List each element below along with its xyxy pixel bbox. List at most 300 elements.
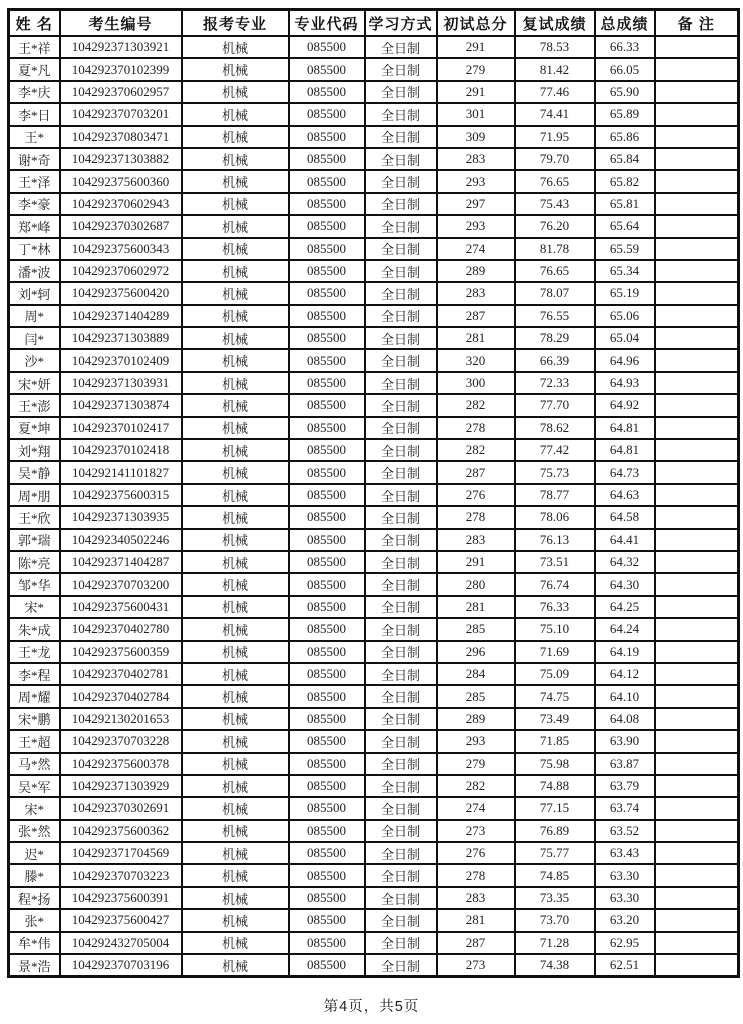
retest-cell: 78.62 — [515, 417, 595, 439]
id-cell: 104292371404287 — [60, 551, 182, 573]
major-cell: 机械 — [182, 753, 289, 775]
name-cell: 李*庆 — [9, 81, 60, 103]
code-cell: 085500 — [289, 260, 365, 282]
id-cell: 104292371303889 — [60, 327, 182, 349]
major-cell: 机械 — [182, 730, 289, 752]
major-cell: 机械 — [182, 641, 289, 663]
major-cell: 机械 — [182, 842, 289, 864]
table-row — [9, 439, 739, 461]
remark-cell — [655, 461, 739, 483]
retest-cell: 73.70 — [515, 909, 595, 931]
initial-cell: 281 — [437, 327, 515, 349]
code-cell: 085500 — [289, 909, 365, 931]
retest-cell: 81.42 — [515, 58, 595, 80]
major-cell: 机械 — [182, 439, 289, 461]
initial-cell: 289 — [437, 260, 515, 282]
total-cell: 64.30 — [595, 573, 655, 595]
retest-cell: 66.39 — [515, 349, 595, 371]
remark-cell — [655, 864, 739, 886]
initial-cell: 309 — [437, 126, 515, 148]
initial-cell: 282 — [437, 394, 515, 416]
mode-cell: 全日制 — [365, 529, 437, 551]
name-cell: 朱*成 — [9, 618, 60, 640]
mode-cell: 全日制 — [365, 58, 437, 80]
retest-cell: 76.33 — [515, 596, 595, 618]
retest-cell: 76.55 — [515, 305, 595, 327]
id-cell: 104292371303929 — [60, 775, 182, 797]
remark-cell — [655, 215, 739, 237]
table-row — [9, 81, 739, 103]
remark-cell — [655, 797, 739, 819]
retest-cell: 73.49 — [515, 708, 595, 730]
mode-cell: 全日制 — [365, 820, 437, 842]
table-row — [9, 864, 739, 886]
id-cell: 104292370102418 — [60, 439, 182, 461]
remark-cell — [655, 81, 739, 103]
table-row — [9, 349, 739, 371]
table-row — [9, 394, 739, 416]
mode-cell: 全日制 — [365, 685, 437, 707]
table-row — [9, 193, 739, 215]
name-cell: 李*日 — [9, 103, 60, 125]
name-cell: 吴*军 — [9, 775, 60, 797]
total-cell: 65.82 — [595, 170, 655, 192]
code-cell: 085500 — [289, 864, 365, 886]
major-cell: 机械 — [182, 820, 289, 842]
remark-cell — [655, 372, 739, 394]
initial-cell: 278 — [437, 506, 515, 528]
code-cell: 085500 — [289, 708, 365, 730]
major-cell: 机械 — [182, 327, 289, 349]
major-cell: 机械 — [182, 81, 289, 103]
total-cell: 64.93 — [595, 372, 655, 394]
initial-cell: 291 — [437, 36, 515, 58]
mode-cell: 全日制 — [365, 663, 437, 685]
total-cell: 65.90 — [595, 81, 655, 103]
major-cell: 机械 — [182, 506, 289, 528]
mode-cell: 全日制 — [365, 775, 437, 797]
mode-cell: 全日制 — [365, 439, 437, 461]
remark-cell — [655, 58, 739, 80]
name-cell: 宋* — [9, 596, 60, 618]
remark-cell — [655, 484, 739, 506]
code-cell: 085500 — [289, 439, 365, 461]
total-cell: 64.81 — [595, 417, 655, 439]
name-cell: 夏*凡 — [9, 58, 60, 80]
name-cell: 王*超 — [9, 730, 60, 752]
major-cell: 机械 — [182, 887, 289, 909]
code-cell: 085500 — [289, 215, 365, 237]
initial-cell: 278 — [437, 417, 515, 439]
code-cell: 085500 — [289, 887, 365, 909]
id-cell: 104292370102409 — [60, 349, 182, 371]
remark-cell — [655, 954, 739, 977]
major-cell: 机械 — [182, 708, 289, 730]
id-cell: 104292371303931 — [60, 372, 182, 394]
major-cell: 机械 — [182, 349, 289, 371]
name-cell: 周*耀 — [9, 685, 60, 707]
id-cell: 104292370703196 — [60, 954, 182, 977]
mode-cell: 全日制 — [365, 148, 437, 170]
id-cell: 104292370602957 — [60, 81, 182, 103]
code-cell: 085500 — [289, 238, 365, 260]
table-row — [9, 954, 739, 977]
retest-cell: 74.85 — [515, 864, 595, 886]
retest-cell: 75.10 — [515, 618, 595, 640]
code-cell: 085500 — [289, 842, 365, 864]
remark-cell — [655, 909, 739, 931]
remark-cell — [655, 193, 739, 215]
mode-cell: 全日制 — [365, 932, 437, 954]
initial-cell: 279 — [437, 58, 515, 80]
retest-cell: 78.77 — [515, 484, 595, 506]
id-cell: 104292370102399 — [60, 58, 182, 80]
mode-cell: 全日制 — [365, 864, 437, 886]
remark-cell — [655, 349, 739, 371]
initial-cell: 274 — [437, 797, 515, 819]
initial-cell: 284 — [437, 663, 515, 685]
major-cell: 机械 — [182, 238, 289, 260]
total-cell: 62.95 — [595, 932, 655, 954]
retest-cell: 76.74 — [515, 573, 595, 595]
table-row — [9, 820, 739, 842]
major-cell: 机械 — [182, 797, 289, 819]
table-row — [9, 551, 739, 573]
initial-cell: 279 — [437, 753, 515, 775]
mode-cell: 全日制 — [365, 573, 437, 595]
id-cell: 104292371303921 — [60, 36, 182, 58]
mode-cell: 全日制 — [365, 282, 437, 304]
major-cell: 机械 — [182, 932, 289, 954]
name-cell: 陈*亮 — [9, 551, 60, 573]
remark-cell — [655, 103, 739, 125]
remark-cell — [655, 394, 739, 416]
name-cell: 吴*静 — [9, 461, 60, 483]
retest-cell: 78.53 — [515, 36, 595, 58]
id-cell: 104292375600391 — [60, 887, 182, 909]
remark-cell — [655, 663, 739, 685]
initial-cell: 285 — [437, 618, 515, 640]
name-cell: 闫* — [9, 327, 60, 349]
remark-cell — [655, 282, 739, 304]
name-cell: 沙* — [9, 349, 60, 371]
total-cell: 64.12 — [595, 663, 655, 685]
retest-cell: 78.07 — [515, 282, 595, 304]
table-row — [9, 103, 739, 125]
remark-cell — [655, 932, 739, 954]
id-cell: 104292375600362 — [60, 820, 182, 842]
remark-cell — [655, 842, 739, 864]
id-cell: 104292370703200 — [60, 573, 182, 595]
remark-cell — [655, 36, 739, 58]
total-cell: 65.19 — [595, 282, 655, 304]
total-cell: 64.32 — [595, 551, 655, 573]
name-cell: 张*然 — [9, 820, 60, 842]
table-row — [9, 618, 739, 640]
total-cell: 64.08 — [595, 708, 655, 730]
initial-cell: 282 — [437, 775, 515, 797]
mode-cell: 全日制 — [365, 170, 437, 192]
id-cell: 104292375600427 — [60, 909, 182, 931]
name-cell: 程*扬 — [9, 887, 60, 909]
major-cell: 机械 — [182, 461, 289, 483]
retest-cell: 77.46 — [515, 81, 595, 103]
total-cell: 64.58 — [595, 506, 655, 528]
remark-cell — [655, 148, 739, 170]
name-cell: 刘*轲 — [9, 282, 60, 304]
mode-cell: 全日制 — [365, 909, 437, 931]
initial-cell: 281 — [437, 909, 515, 931]
table-row — [9, 932, 739, 954]
code-cell: 085500 — [289, 954, 365, 977]
name-cell: 周* — [9, 305, 60, 327]
total-cell: 66.05 — [595, 58, 655, 80]
major-cell: 机械 — [182, 282, 289, 304]
table-row — [9, 58, 739, 80]
mode-cell: 全日制 — [365, 36, 437, 58]
mode-cell: 全日制 — [365, 215, 437, 237]
table-row — [9, 685, 739, 707]
table-row — [9, 305, 739, 327]
mode-cell: 全日制 — [365, 484, 437, 506]
total-cell: 65.81 — [595, 193, 655, 215]
remark-cell — [655, 641, 739, 663]
name-cell: 夏*坤 — [9, 417, 60, 439]
total-cell: 64.19 — [595, 641, 655, 663]
total-cell: 63.87 — [595, 753, 655, 775]
remark-cell — [655, 529, 739, 551]
initial-cell: 280 — [437, 573, 515, 595]
initial-cell: 296 — [437, 641, 515, 663]
initial-cell: 285 — [437, 685, 515, 707]
id-cell: 104292370602943 — [60, 193, 182, 215]
name-cell: 王*澎 — [9, 394, 60, 416]
table-row — [9, 148, 739, 170]
code-cell: 085500 — [289, 618, 365, 640]
id-cell: 104292370703228 — [60, 730, 182, 752]
retest-cell: 76.13 — [515, 529, 595, 551]
retest-cell: 75.09 — [515, 663, 595, 685]
id-cell: 104292371303882 — [60, 148, 182, 170]
name-cell: 宋*鹏 — [9, 708, 60, 730]
table-row — [9, 215, 739, 237]
table-row — [9, 506, 739, 528]
total-cell: 64.81 — [595, 439, 655, 461]
mode-cell: 全日制 — [365, 103, 437, 125]
table-row — [9, 372, 739, 394]
total-cell: 64.25 — [595, 596, 655, 618]
initial-cell: 291 — [437, 551, 515, 573]
code-cell: 085500 — [289, 327, 365, 349]
total-cell: 63.74 — [595, 797, 655, 819]
retest-cell: 74.75 — [515, 685, 595, 707]
major-cell: 机械 — [182, 685, 289, 707]
id-cell: 104292375600431 — [60, 596, 182, 618]
code-cell: 085500 — [289, 506, 365, 528]
total-cell: 64.96 — [595, 349, 655, 371]
table-row — [9, 36, 739, 58]
name-cell: 宋* — [9, 797, 60, 819]
table-row — [9, 170, 739, 192]
total-cell: 66.33 — [595, 36, 655, 58]
name-cell: 李*程 — [9, 663, 60, 685]
retest-cell: 77.15 — [515, 797, 595, 819]
initial-cell: 287 — [437, 932, 515, 954]
table-row — [9, 641, 739, 663]
mode-cell: 全日制 — [365, 618, 437, 640]
mode-cell: 全日制 — [365, 349, 437, 371]
mode-cell: 全日制 — [365, 461, 437, 483]
major-cell: 机械 — [182, 775, 289, 797]
mode-cell: 全日制 — [365, 753, 437, 775]
major-cell: 机械 — [182, 864, 289, 886]
code-cell: 085500 — [289, 663, 365, 685]
initial-cell: 278 — [437, 864, 515, 886]
initial-cell: 283 — [437, 282, 515, 304]
table-row — [9, 126, 739, 148]
code-cell: 085500 — [289, 461, 365, 483]
remark-cell — [655, 820, 739, 842]
name-cell: 潘*波 — [9, 260, 60, 282]
major-cell: 机械 — [182, 417, 289, 439]
major-cell: 机械 — [182, 394, 289, 416]
table-row — [9, 282, 739, 304]
code-cell: 085500 — [289, 170, 365, 192]
major-cell: 机械 — [182, 58, 289, 80]
name-cell: 滕* — [9, 864, 60, 886]
column-header-code: 专业代码 — [289, 10, 365, 37]
mode-cell: 全日制 — [365, 551, 437, 573]
retest-cell: 74.38 — [515, 954, 595, 977]
code-cell: 085500 — [289, 820, 365, 842]
table-row — [9, 596, 739, 618]
id-cell: 104292375600420 — [60, 282, 182, 304]
initial-cell: 293 — [437, 730, 515, 752]
total-cell: 65.64 — [595, 215, 655, 237]
name-cell: 王*龙 — [9, 641, 60, 663]
table-row — [9, 238, 739, 260]
table-row — [9, 797, 739, 819]
name-cell: 马*然 — [9, 753, 60, 775]
total-cell: 63.43 — [595, 842, 655, 864]
remark-cell — [655, 327, 739, 349]
retest-cell: 81.78 — [515, 238, 595, 260]
retest-cell: 76.65 — [515, 170, 595, 192]
code-cell: 085500 — [289, 596, 365, 618]
name-cell: 丁*林 — [9, 238, 60, 260]
remark-cell — [655, 417, 739, 439]
remark-cell — [655, 618, 739, 640]
total-cell: 63.30 — [595, 864, 655, 886]
retest-cell: 71.95 — [515, 126, 595, 148]
remark-cell — [655, 775, 739, 797]
initial-cell: 289 — [437, 708, 515, 730]
major-cell: 机械 — [182, 170, 289, 192]
initial-cell: 287 — [437, 305, 515, 327]
code-cell: 085500 — [289, 282, 365, 304]
major-cell: 机械 — [182, 193, 289, 215]
table-row — [9, 417, 739, 439]
retest-cell: 71.69 — [515, 641, 595, 663]
remark-cell — [655, 126, 739, 148]
table-row — [9, 730, 739, 752]
name-cell: 李*豪 — [9, 193, 60, 215]
retest-cell: 71.85 — [515, 730, 595, 752]
total-cell: 63.79 — [595, 775, 655, 797]
mode-cell: 全日制 — [365, 394, 437, 416]
code-cell: 085500 — [289, 81, 365, 103]
id-cell: 104292375600343 — [60, 238, 182, 260]
name-cell: 谢*奇 — [9, 148, 60, 170]
initial-cell: 283 — [437, 148, 515, 170]
total-cell: 64.73 — [595, 461, 655, 483]
id-cell: 104292375600359 — [60, 641, 182, 663]
column-header-name: 姓 名 — [9, 10, 60, 37]
major-cell: 机械 — [182, 909, 289, 931]
column-header-id: 考生编号 — [60, 10, 182, 37]
code-cell: 085500 — [289, 730, 365, 752]
id-cell: 104292371704569 — [60, 842, 182, 864]
retest-cell: 76.20 — [515, 215, 595, 237]
column-header-total: 总成绩 — [595, 10, 655, 37]
name-cell: 景*浩 — [9, 954, 60, 977]
id-cell: 104292375600360 — [60, 170, 182, 192]
mode-cell: 全日制 — [365, 238, 437, 260]
code-cell: 085500 — [289, 932, 365, 954]
table-row — [9, 529, 739, 551]
id-cell: 104292370703223 — [60, 864, 182, 886]
mode-cell: 全日制 — [365, 126, 437, 148]
major-cell: 机械 — [182, 484, 289, 506]
remark-cell — [655, 573, 739, 595]
major-cell: 机械 — [182, 36, 289, 58]
major-cell: 机械 — [182, 529, 289, 551]
remark-cell — [655, 887, 739, 909]
retest-cell: 73.51 — [515, 551, 595, 573]
major-cell: 机械 — [182, 551, 289, 573]
remark-cell — [655, 305, 739, 327]
major-cell: 机械 — [182, 573, 289, 595]
name-cell: 郑*峰 — [9, 215, 60, 237]
initial-cell: 293 — [437, 215, 515, 237]
mode-cell: 全日制 — [365, 193, 437, 215]
total-cell: 65.06 — [595, 305, 655, 327]
retest-cell: 71.28 — [515, 932, 595, 954]
retest-cell: 78.06 — [515, 506, 595, 528]
remark-cell — [655, 260, 739, 282]
id-cell: 104292370703201 — [60, 103, 182, 125]
retest-cell: 77.70 — [515, 394, 595, 416]
initial-cell: 276 — [437, 484, 515, 506]
remark-cell — [655, 685, 739, 707]
initial-cell: 301 — [437, 103, 515, 125]
major-cell: 机械 — [182, 260, 289, 282]
total-cell: 64.24 — [595, 618, 655, 640]
code-cell: 085500 — [289, 573, 365, 595]
mode-cell: 全日制 — [365, 372, 437, 394]
mode-cell: 全日制 — [365, 887, 437, 909]
code-cell: 085500 — [289, 58, 365, 80]
table-header-row — [9, 10, 739, 37]
name-cell: 王*祥 — [9, 36, 60, 58]
name-cell: 张* — [9, 909, 60, 931]
mode-cell: 全日制 — [365, 596, 437, 618]
initial-cell: 291 — [437, 81, 515, 103]
remark-cell — [655, 551, 739, 573]
id-cell: 104292432705004 — [60, 932, 182, 954]
total-cell: 65.89 — [595, 103, 655, 125]
initial-cell: 283 — [437, 529, 515, 551]
